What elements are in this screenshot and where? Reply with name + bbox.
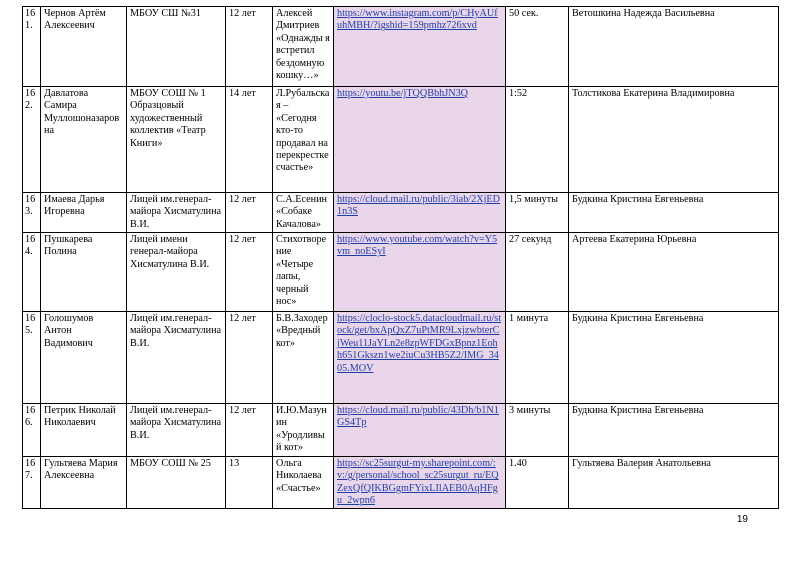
- video-link-cell: [334, 233, 506, 312]
- duration: 50 сек.: [506, 7, 569, 87]
- video-link[interactable]: https://youtu.be/jTQQBbhJN3Q: [337, 88, 469, 99]
- participants-table: [22, 6, 779, 509]
- video-link[interactable]: https://www.youtube.com/watch?v=Y5vm_noESyI: [337, 234, 498, 258]
- duration: 27 секунд: [506, 233, 569, 312]
- teacher-name: Ветошкина Надежда Васильевна: [569, 7, 779, 87]
- duration: 1:52: [506, 87, 569, 193]
- teacher-name: Гультяева Валерия Анатольевна: [569, 457, 779, 509]
- participant-name: Пушкарева Полина: [41, 233, 127, 312]
- video-link[interactable]: https://cloud.mail.ru/public/43Dh/b1N1GS4Tp: [337, 405, 499, 429]
- row-number: 166.: [23, 404, 41, 457]
- school-name: Лицей имени генерал-майора Хисматулина В.И.: [127, 233, 226, 312]
- table-row: [23, 87, 779, 193]
- duration: 1,5 минуты: [506, 193, 569, 233]
- work-title: И.Ю.Мазунин «Уродливый кот»: [273, 404, 334, 457]
- school-name: МБОУ СОШ № 1 Образцовый художественный коллектив «Театр Книги»: [127, 87, 226, 193]
- video-link[interactable]: https://www.instagram.com/p/CHyAUfuhMBH/?igshid=159pmhz726xvd: [337, 8, 498, 32]
- row-number: 162.: [23, 87, 41, 193]
- table-row: [23, 457, 779, 509]
- teacher-name: Толстикова Екатерина Владимировна: [569, 87, 779, 193]
- work-title: Б.В.Заходер «Вредный кот»: [273, 312, 334, 404]
- row-number: 167.: [23, 457, 41, 509]
- participant-name: Голошумов Антон Вадимович: [41, 312, 127, 404]
- teacher-name: Будкина Кристина Евгеньевна: [569, 404, 779, 457]
- table-row: [23, 7, 779, 87]
- video-link-cell: [334, 193, 506, 233]
- school-name: МБОУ СОШ № 25: [127, 457, 226, 509]
- participant-name: Имаева Дарья Игоревна: [41, 193, 127, 233]
- work-title: Стихотворение «Четыре лапы, черный нос»: [273, 233, 334, 312]
- teacher-name: Артеева Екатерина Юрьевна: [569, 233, 779, 312]
- participant-name: Давлатова Самира Муллошоназаровна: [41, 87, 127, 193]
- row-number: 163.: [23, 193, 41, 233]
- table-row: [23, 404, 779, 457]
- duration: 3 минуты: [506, 404, 569, 457]
- teacher-name: Будкина Кристина Евгеньевна: [569, 312, 779, 404]
- video-link[interactable]: https://cloud.mail.ru/public/3iab/2XjED1n3S: [337, 194, 500, 218]
- video-link-cell: [334, 87, 506, 193]
- duration: 1.40: [506, 457, 569, 509]
- age: 12 лет: [226, 404, 273, 457]
- work-title: Алексей Дмитриев «Однажды я встретил бездомную кошку…»: [273, 7, 334, 87]
- school-name: Лицей им.генерал-майора Хисматулина В.И.: [127, 193, 226, 233]
- video-link-cell: [334, 7, 506, 87]
- participant-name: Чернов Артём Алексеевич: [41, 7, 127, 87]
- table-row: [23, 193, 779, 233]
- work-title: Ольга Николаева «Счастье»: [273, 457, 334, 509]
- age: 14 лет: [226, 87, 273, 193]
- age: 12 лет: [226, 7, 273, 87]
- video-link-cell: [334, 457, 506, 509]
- table-row: [23, 233, 779, 312]
- video-link[interactable]: https://sc25surgut-my.sharepoint.com/:v:/g/personal/school_sc25surgut_ru/EQZexQfQIKBGgmFYixLIlAEB0AqHFgu_2wpn6: [337, 458, 499, 507]
- participant-name: Петрик Николай Николаевич: [41, 404, 127, 457]
- duration: 1 минута: [506, 312, 569, 404]
- video-link-cell: [334, 404, 506, 457]
- video-link-cell: [334, 312, 506, 404]
- school-name: МБОУ СШ №31: [127, 7, 226, 87]
- video-link[interactable]: https://cloclo-stock5.datacloudmail.ru/stock/get/bxApQxZ7uPtMR9LxjzwbterCjWeu11JaYLn2e8zpWFDGxBpnz1Eohh651Gkszn1we2iuCu3HB5Z2/IMG_3405.MOV: [337, 313, 502, 374]
- page-number: 19: [736, 514, 748, 525]
- school-name: Лицей им.генерал-майора Хисматулина В.И.: [127, 404, 226, 457]
- table-row: [23, 312, 779, 404]
- age: 12 лет: [226, 193, 273, 233]
- school-name: Лицей им.генерал-майора Хисматулина В.И.: [127, 312, 226, 404]
- age: 13: [226, 457, 273, 509]
- work-title: Л.Рубальская – «Сегодня кто-то продавал на перекрестке счастье»: [273, 87, 334, 193]
- row-number: 161.: [23, 7, 41, 87]
- age: 12 лет: [226, 233, 273, 312]
- age: 12 лет: [226, 312, 273, 404]
- work-title: С.А.Есенин «Собаке Качалова»: [273, 193, 334, 233]
- row-number: 164.: [23, 233, 41, 312]
- participant-name: Гультяева Мария Алексеевна: [41, 457, 127, 509]
- teacher-name: Будкина Кристина Евгеньевна: [569, 193, 779, 233]
- row-number: 165.: [23, 312, 41, 404]
